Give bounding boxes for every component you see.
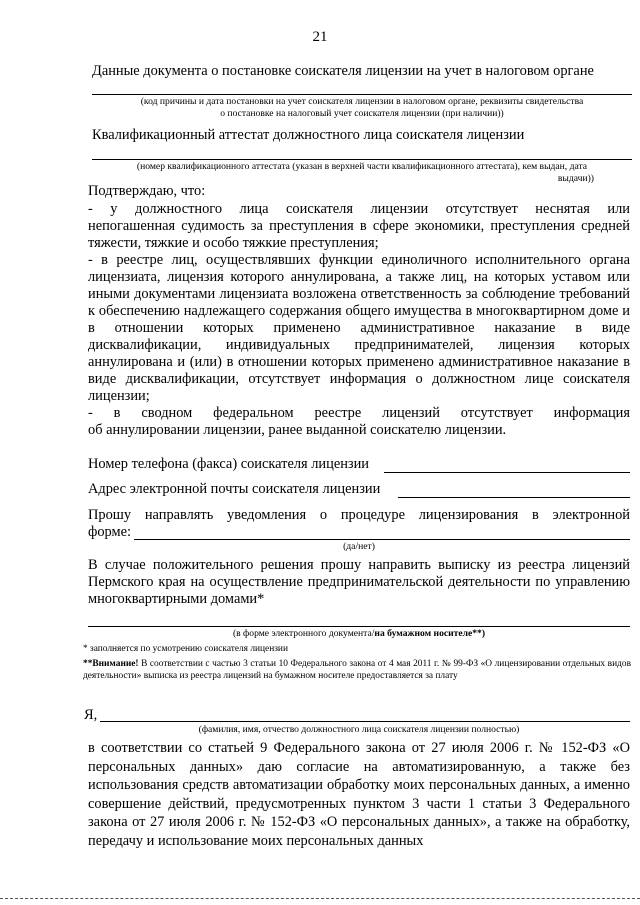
qualification-line bbox=[92, 159, 632, 160]
qualification-note-line2: выдачи)) bbox=[557, 173, 594, 184]
qualification-label: Квалификационный аттестат должностного лица соискателя лицензии bbox=[92, 127, 525, 143]
confirm-heading: Подтверждаю, что: bbox=[88, 183, 206, 199]
footnote-attention-bold: **Внимание! bbox=[83, 659, 139, 669]
extract-note-bold: на бумажном носителе**) bbox=[374, 628, 486, 639]
notify-text bbox=[88, 507, 630, 541]
phone-label: Номер телефона (факса) соискателя лицензии bbox=[88, 456, 369, 472]
page-number: 21 bbox=[312, 29, 328, 45]
notify-line1: Прошу направлять уведомления о процедуре лицензирования в электронной bbox=[88, 507, 630, 523]
email-field-line[interactable] bbox=[398, 497, 630, 498]
extract-note-prefix: (в форме электронного документа/ bbox=[232, 628, 375, 639]
notify-line2: форме: bbox=[88, 524, 131, 540]
notify-note: (да/нет) bbox=[343, 541, 375, 552]
extract-text: В случае положительного решения прошу направить выписку из реестра лицензий Пермского края на осуществление предпринимательской деятельности по управлению многоквартирными домами* bbox=[88, 557, 630, 607]
confirm-item-2 bbox=[88, 252, 630, 405]
extract-note bbox=[88, 628, 630, 640]
page-bottom-edge bbox=[0, 898, 640, 899]
confirm-item-3 bbox=[88, 405, 630, 439]
consent-ya: Я, bbox=[84, 707, 98, 723]
tax-registration-note-line2: о постановке на налоговый учет соискателя лицензии (при наличии)) bbox=[220, 108, 504, 119]
confirm-item-2-rest: лицензиата, лицензия которого аннулирована, а также лиц, на которых уставом или иными документами лицензиата возложена ответственность за соблюдение требований к обеспечению надлежащего содержания общего имущества в многоквартирном доме и в отношении которых применено административное наказание в виде дисквалификации, индивидуальных предпринимателей, лицензия которых аннулирована и (или) в отношении которых применено административное наказание в виде дисквалификации, отсутствует информация о должностном лице соискателя лицензии; bbox=[88, 269, 630, 404]
email-label: Адрес электронной почты соискателя лицензии bbox=[88, 481, 381, 497]
confirm-item-2-line1: - в реестре лиц, осуществлявших функции единоличного исполнительного органа bbox=[88, 252, 630, 268]
tax-registration-note bbox=[92, 96, 632, 120]
footnote-star: * заполняется по усмотрению соискателя лицензии bbox=[83, 644, 288, 654]
confirm-item-1-line1: - у должностного лица соискателя лицензии отсутствует неснятая или bbox=[88, 201, 630, 217]
consent-name-note: (фамилия, имя, отчество должностного лица соискателя лицензии полностью) bbox=[198, 724, 520, 735]
qualification-note-line1: (номер квалификационного аттестата (указан в верхней части квалификационного аттестата), кем выдан, дата bbox=[136, 161, 588, 172]
confirm-item-1 bbox=[88, 201, 630, 252]
tax-registration-label: Данные документа о постановке соискателя лицензии на учет в налоговом органе bbox=[92, 63, 594, 79]
extract-field-line[interactable] bbox=[88, 626, 630, 627]
confirm-item-3-rest: об аннулировании лицензии, ранее выданной соискателю лицензии. bbox=[88, 422, 507, 438]
qualification-note bbox=[92, 161, 632, 185]
notify-field-line[interactable] bbox=[134, 539, 630, 540]
confirm-item-3-line1: - в сводном федеральном реестре лицензий отсутствует информация bbox=[88, 405, 630, 421]
phone-field-line[interactable] bbox=[384, 472, 630, 473]
consent-name-line[interactable] bbox=[100, 721, 630, 722]
tax-registration-line bbox=[92, 94, 632, 95]
confirm-item-1-rest: непогашенная судимость за преступления в сфере экономики, преступления средней тяжести, тяжкие и особо тяжкие преступления; bbox=[88, 218, 630, 251]
footnote-attention-text: В соответствии с частью 3 статьи 10 Федерального закона от 4 мая 2011 г. № 99-ФЗ «О лицензировании отдельных видов деятельности» выписка из реестра лицензий на бумажном носителе предоставляется за плату bbox=[83, 659, 631, 681]
consent-text: в соответствии со статьей 9 Федерального закона от 27 июля 2006 г. № 152-ФЗ «О персональных данных» даю согласие на автоматизированную, а также без использования средств автоматизации обработку моих персональных данных, а именно совершение действий, предусмотренных пунктом 3 части 1 статьи 3 Федерального закона от 27 июля 2006 г. № 152-ФЗ «О персональных данных», а также на обработку, передачу и использование моих персональных данных bbox=[88, 740, 630, 849]
tax-registration-note-line1: (код причины и дата постановки на учет соискателя лицензии в налоговом органе, реквизиты свидетельства bbox=[140, 96, 584, 107]
footnote-attention bbox=[83, 659, 631, 682]
